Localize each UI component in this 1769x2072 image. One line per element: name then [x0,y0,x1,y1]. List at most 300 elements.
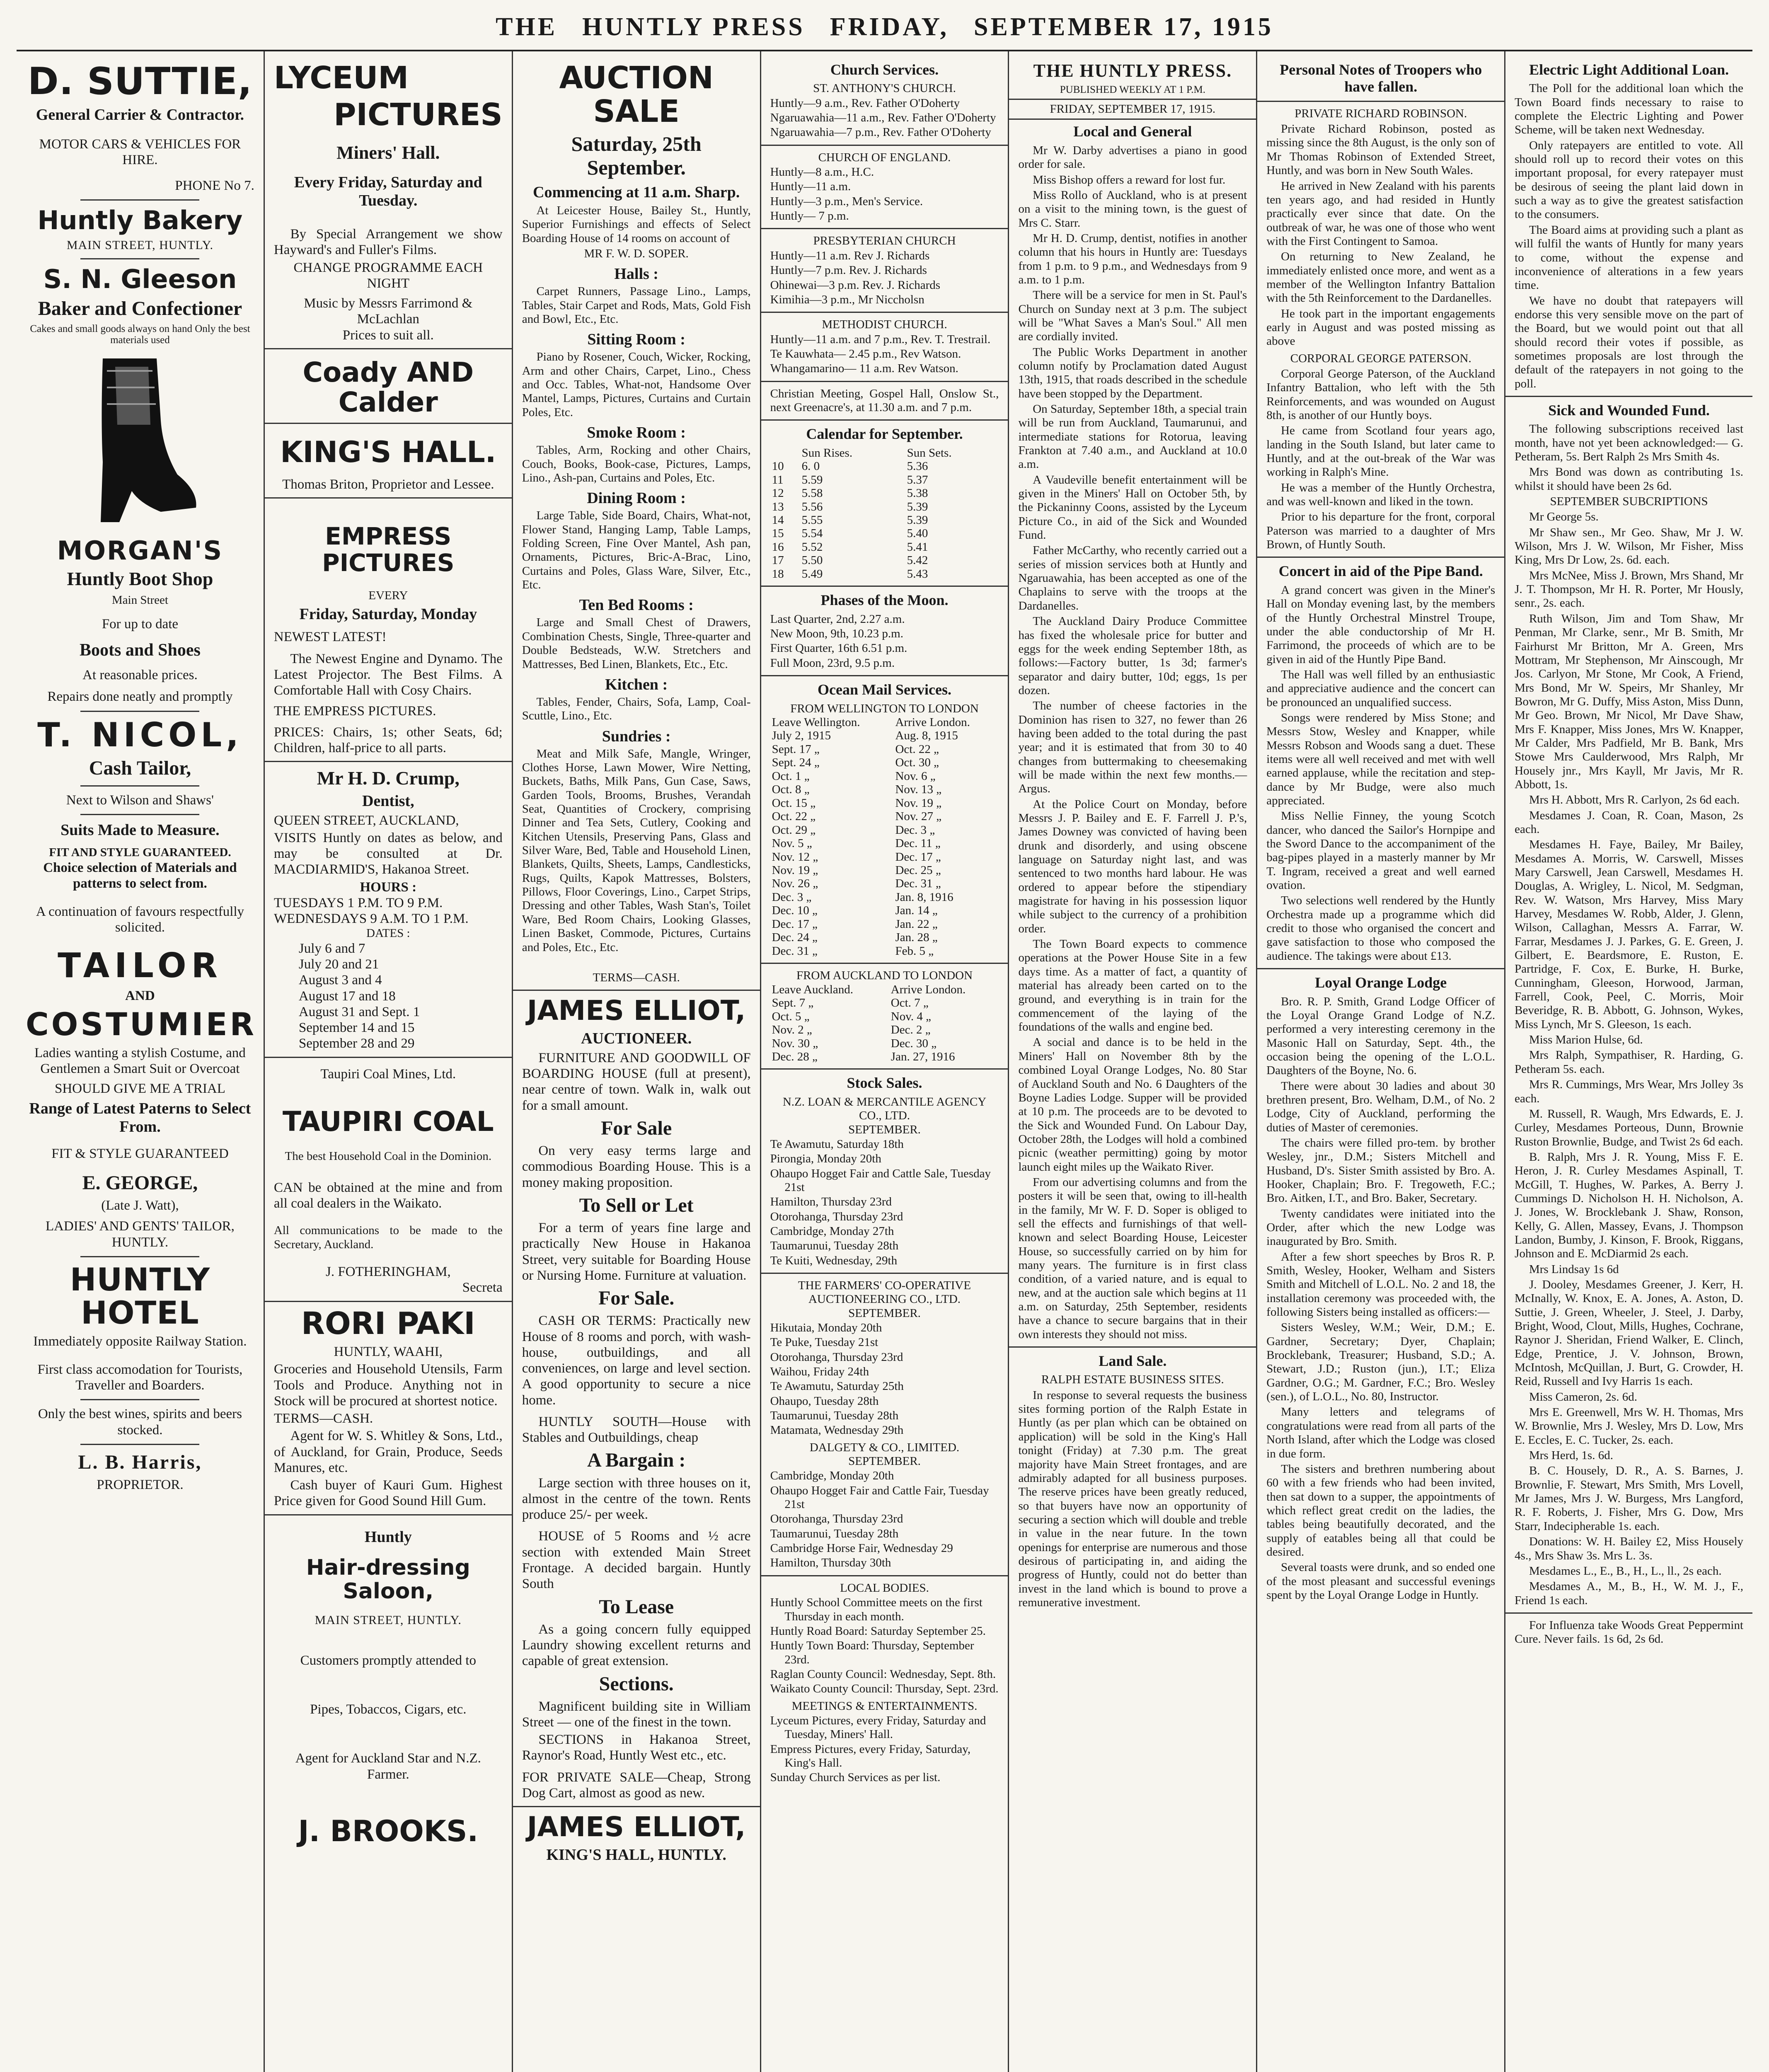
morgan-address: Main Street [111,593,168,607]
service-item: Ngaruawahia—7 p.m., Rev. Father O'Doherty [770,126,991,139]
troopers-heading: Personal Notes of Troopers who have fallen. [1280,61,1482,95]
nicol-fit: FIT AND STYLE GUARANTEED. [49,846,231,859]
empress-prices: PRICES: Chairs, 1s; other Seats, 6d; Children, half-price to all parts. [273,724,503,755]
mail-row-cell: Nov. 4 „ [891,1009,931,1023]
lyceum-title: LYCEUM [273,60,409,96]
calendar-row-cell: 5.37 [907,473,928,487]
auction-terms: TERMS—CASH. [593,971,680,984]
service-item: Huntly—11 a.m. and 7 p.m., Rev. T. Trestrail. [770,332,991,346]
stock-sale-item: Ohaupo Hogget Fair and Cattle Sale, Tuesday 21st [770,1167,991,1194]
sick-heading: Sick and Wounded Fund. [1548,402,1710,419]
paterson-heading: CORPORAL GEORGE PATERSON. [1290,351,1471,365]
service-item: Whangamarino— 11 a.m. Rev Watson. [770,362,958,375]
mail-row-cell: Nov. 6 „ [895,769,936,783]
robinson-heading: PRIVATE RICHARD ROBINSON. [1295,107,1467,120]
divider [761,963,1008,964]
bargain-text: Large section with three houses on it, almost in the centre of the town. Rents produce 25/- per week. [522,1475,751,1523]
mail-row-cell: Nov. 19 „ [772,864,818,877]
calendar-row [770,487,999,500]
halls-heading: Halls : [614,265,658,283]
local-general-heading: Local and General [1073,123,1192,140]
local-bodies-heading: LOCAL BODIES. [840,1581,929,1595]
mail-row-cell: Nov. 19 „ [895,796,942,810]
suttie-sub: General Carrier & Contractor. [36,106,244,123]
mail-row-cell: Dec. 17 „ [895,850,941,864]
calendar-row [770,540,999,554]
subscription-entry: Mrs Lindsay 1s 6d [1529,1262,1619,1276]
sick-september: SEPTEMBER SUBCRIPTIONS [1550,495,1708,508]
auction-commencing: Commencing at 11 a.m. Sharp. [533,183,740,201]
suttie-name: D. SUTTIE, [27,60,252,103]
taupiri-coal: TAUPIRI COAL [282,1105,494,1138]
divider [265,1514,512,1515]
kitchen-heading: Kitchen : [605,675,668,693]
service-item: Te Kauwhata— 2.45 p.m., Rev Watson. [770,347,961,361]
mail-arrive-header: Arrive London. [895,715,970,729]
concert-paragraph: Two selections well rendered by the Huntly Orchestra made up a programme which did credit to those who organised the concert and gave satisfaction to those who composed the audience. The takings were about £13. [1266,894,1496,963]
empress-days: Friday, Saturday, Monday [299,605,477,623]
divider [1257,101,1504,102]
divider [1257,968,1504,969]
mail-row [770,810,999,823]
george-name: E. GEORGE, [82,1172,198,1194]
mail-row-cell: Sept. 24 „ [772,756,820,770]
divider [80,258,199,259]
stock-sale-item: Te Kuiti, Wednesday, 29th [770,1254,898,1267]
lyceum-every: Every Friday, Saturday and Tuesday. [294,173,482,209]
bakery-name: Huntly Bakery [37,205,243,236]
dining-text: Large Table, Side Board, Chairs, What-not, Flower Stand, Hanging Lamp, Table Lamps, Folding Screen, Fine Over Mantel, Ash pan, Ornaments, Pictures, Bric-A-Brac, Lino, Curtains and Poles, Glass Ware, Silver, Etc., Etc. [522,509,751,592]
coady-calder: Coady AND Calder [302,356,474,419]
mail-row-cell: Oct. 22 „ [772,810,816,823]
sundries-heading: Sundries : [602,727,671,745]
hair-proprietor: J. BROOKS. [298,1814,479,1848]
calendar-row [770,527,999,540]
concert-paragraph: The Hall was well filled by an enthusiastic and appreciative audience and the concert can be pronounced an unqualified success. [1266,668,1496,709]
suttie-phone: PHONE No 7. [175,178,254,194]
mail-row-cell: Jan. 22 „ [895,917,938,931]
calendar-row [770,513,999,527]
mail-row-cell: Nov. 30 „ [772,1036,818,1050]
mail-row-cell: Dec. 2 „ [891,1023,931,1037]
george-late: (Late J. Watt), [101,1198,179,1213]
crump-hours: HOURS : [360,879,417,895]
local-body-item: Raglan County Council: Wednesday, Sept. 8th. [770,1667,996,1681]
crump-date-item: July 20 and 21 [298,957,379,972]
mail-row-cell: Oct. 15 „ [772,796,816,810]
column-5 [1009,51,1257,2072]
mail-row-cell: Jan. 14 „ [895,904,938,917]
masthead-date: SEPTEMBER 17, 1915 [973,13,1273,41]
crump-date-item: September 28 and 29 [298,1036,415,1051]
rori-kauri: Cash buyer of Kauri Gum. Highest Price given for Good Sound Hill Gum. [273,1478,503,1509]
stock-sale-item: Taumarunui, Tuesday 28th [770,1527,899,1540]
lyceum-prices: Prices to suit all. [342,327,434,343]
electric-paragraph: The Poll for the additional loan which the Town Board finds necessary to raise to complete the Electric Lighting and Power Scheme, will be taken next Wednesday. [1515,82,1744,137]
gleeson-sub: Baker and Confectioner [38,297,242,320]
stock-sale-item: Otorohanga, Thursday 23rd [770,1350,903,1364]
kitchen-text: Tables, Fender, Chairs, Sofa, Lamp, Coal-Scuttle, Lino., Etc. [522,695,751,723]
subscription-entry: J. Dooley, Mesdames Greener, J. Kerr, H. McInally, W. Knox, E. A. Jones, A. Aston, D. Suttie, J. Green, Wheeler, J. Steel, J. Darby, Bright, Wood, Clout, Mills, Hughes, Cochrane, Raynor J. Sheridan, Friend Walker, E. Clinch, Edge, Prentice, J. V. Johnson, Brown, McIntosh, McQuillan, J. Burt, G. Crowder, H. Reid, Russell and Ivy Harris 1s each. [1515,1278,1744,1388]
sections-heading: Sections. [599,1673,674,1695]
service-item: Ohinewai—3 p.m. Rev. J. Richards [770,278,941,292]
divider [265,1301,512,1302]
hair-customers: Customers promptly attended to [300,1653,476,1668]
stock-sale-item: Hamilton, Thursday 23rd [770,1195,892,1209]
divider [761,419,1008,421]
crump-tuesday: TUESDAYS 1 P.M. TO 9 P.M. [273,895,443,910]
masthead-day: FRIDAY, [830,13,949,41]
church-heading: Church Services. [830,61,939,78]
mail-row [770,743,999,756]
mail-row [770,783,999,796]
meeting-item: Sunday Church Services as per list. [770,1771,941,1784]
meetings-list [770,1714,999,1785]
hotel-proprietor-name: L. B. Harris, [78,1451,202,1473]
divider [80,785,199,787]
service-item: Huntly—11 a.m. Rev J. Richards [770,249,930,262]
news-paragraph: The number of cheese factories in the Dominion has risen to 327, no fewer than 26 having been added to the total during the past year; and it is estimated that from 30 to 40 changes from buttermaking to cheesemaking will be made within the next few months.—Argus. [1018,699,1247,796]
orange-heading: Loyal Orange Lodge [1315,974,1447,991]
halls-text: Carpet Runners, Passage Lino., Lamps, Tables, Stair Carpet and Rods, Mats, Gold Fish and Bowl, Etc., Etc. [522,285,751,326]
sitting-heading: Sitting Room : [587,331,685,349]
stock-sale-item: Ohaupo, Tuesday 28th [770,1394,879,1408]
editorial-weekly: PUBLISHED WEEKLY AT 1 P.M. [1060,84,1205,95]
stock-sale-item: Hikutaia, Monday 20th [770,1321,882,1334]
hair-agent: Agent for Auckland Star and N.Z. Farmer. [295,1751,481,1782]
tailor-text: Ladies wanting a stylish Costume, and Gentlemen a Smart Suit or Overcoat [34,1045,246,1077]
subscription-entry: Donations: W. H. Bailey £2, Miss Housely 4s., Mrs Shaw 3s. Mrs L. 3s. [1515,1535,1744,1562]
calendar-row-cell: 5.50 [801,554,823,567]
mail-row [770,770,999,783]
sections-text-2: SECTIONS in Hakanoa Street, Raynor's Road, Huntly West etc., etc. [522,1732,751,1763]
calendar-row-cell: 5.36 [907,460,928,473]
subscription-entry: Mesdames J. Coan, R. Coan, Mason, 2s each. [1515,808,1744,836]
subscription-entry: B. C. Housely, D. R., A. S. Barnes, J. Brownlie, F. Stewart, Mrs Smith, Mrs Lovell, Mr James, Mrs J. W. Burgess, Mrs Langford, R. F. Roberts, J. Fisher, Mrs G. Dow, Mrs Starr, Indecipherable 1s. each. [1515,1464,1744,1533]
stock-sale-item: Hamilton, Thursday 30th [770,1556,891,1570]
england-list [770,165,999,223]
taupiri-best: The best Household Coal in the Dominion. [285,1149,492,1163]
mail-row-cell: Nov. 5 „ [772,837,812,850]
empress-the: THE EMPRESS PICTURES. [273,704,436,719]
divider [513,1806,760,1807]
empress-newest: NEWEST LATEST! [273,629,387,645]
service-item: Huntly— 7 p.m. [770,209,849,223]
news-paragraph: A social and dance is to be held in the Miners' Hall on November 8th by the combined Loyal Orange Lodges, No. 80 Star of Auckland South and No. 6 Daughters of the Boyne Ladies Lodge. Supper will be provided at 10 p.m. The proceeds are to be devoted to the Sick and Wounded Fund. On Labour Day, October 28th, the Lodges will hold a combined picnic (weather permitting) going by motor launch eight miles up the Waikato River. [1018,1036,1247,1174]
stock-sale-item: Te Awamutu, Saturday 25th [770,1380,904,1393]
mail-row-cell: Nov. 13 „ [895,783,942,796]
service-item: Huntly—3 p.m., Men's Service. [770,194,923,208]
mail-row-cell: Dec. 24 „ [772,931,818,944]
stock-1-list [770,1138,999,1268]
orange-paragraph: The chairs were filled pro-tem. by brother Wesley, jnr., D.M.; Sisters Mitchell and Husband, D's. Sister Smith assisted by Bro. A. Hooker, Chaplain; Bro. F. Tregoweth, F.C.; Bro. Aitken, I.T., and Bro. Baker, Secretary. [1266,1136,1496,1205]
elliot-2-address: KING'S HALL, HUNTLY. [546,1846,726,1864]
paterson-paragraphs [1266,367,1495,552]
influenza-ad: For Influenza take Woods Great Peppermint Cure. Never fails. 1s 6d, 2s 6d. [1515,1618,1744,1646]
orange-paragraph: Sisters Wesley, W.M.; Weir, D.M.; E. Gardner, Secretary; Dyer, Chaplain; Brocklebank, Treasurer; Husband, S.D.; A. Stewart, J.D.; Ruston (jun.), I.T.; Eliza Gardner, O.G.; M. Gardner, F.C.; Bro. Wesley (sen.), of L.O.L., No. 80, Instructor. [1266,1321,1496,1404]
service-item: Huntly—9 a.m., Rev. Father O'Doherty [770,96,960,110]
hotel-name: HUNTLY HOTEL [70,1261,211,1331]
lease-heading: To Lease [599,1595,674,1618]
gleeson-note: Cakes and small goods always on hand Only the best materials used [30,323,250,346]
divider [761,145,1008,146]
news-paragraph: On Saturday, September 18th, a special train will be run from Auckland, Taumarunui, and intermediate stations for Rotorua, leaving Frankton at 7.40 a.m., and Auckland at 10.0 a.m. [1018,402,1247,471]
mail-row [770,1023,999,1036]
hair-address: MAIN STREET, HUNTLY. [315,1613,462,1627]
mail-auckland-table [770,983,999,1064]
mail-row [770,904,999,917]
lyceum-hall: Miners' Hall. [336,142,440,163]
mail-row [770,729,999,742]
meetings-heading: MEETINGS & ENTERTAINMENTS. [791,1699,978,1713]
concert-paragraph: Miss Nellie Finney, the young Scotch dancer, who danced the Sailor's Hornpipe and the Sword Dance to the accompaniment of the bag-pipes played in a masterly manner by Mr T. Ingram, received a great and well earned ovation. [1266,809,1496,892]
mail-wellington-table [770,716,999,958]
mail-row-cell: Dec. 28 „ [772,1050,818,1063]
service-item: Ngaruawahia—11 a.m., Rev. Father O'Doherty [770,111,996,125]
news-paragraph: Miss Bishop offers a reward for lost fur. [1033,173,1226,186]
september-3: SEPTEMBER. [848,1455,921,1468]
news-paragraph: Father McCarthy, who recently carried out a series of mission services both at Huntly and Ngaruawahia, has been accepted as one of the Chaplains to serve with the troops at the Dardanelles. [1018,544,1247,612]
morgan-name: MORGAN'S [57,535,223,566]
calendar-row-cell: 5.41 [907,540,928,554]
auction-date: Saturday, 25th September. [571,132,702,179]
moon-phase-item: Full Moon, 23rd, 9.5 p.m. [770,656,895,670]
subscription-entry: Mrs Ralph, Sympathiser, R. Harding, G. Petheram 5s. each. [1515,1048,1744,1076]
column-4 [761,51,1009,2072]
mail-row-cell: Nov. 12 „ [772,850,818,864]
lyceum-pictures: PICTURES [334,97,503,133]
stock-sale-item: Te Awamutu, Saturday 18th [770,1137,904,1151]
tailor-should: SHOULD GIVE ME A TRIAL [54,1081,225,1097]
news-paragraph: Miss Rollo of Auckland, who is at present on a visit to the mining town, is the guest of Mrs C. Starr. [1018,188,1247,230]
mail-row [770,796,999,810]
crump-sub: Dentist, [362,792,414,810]
column-7 [1505,51,1752,2072]
paterson-paragraph: He came from Scotland four years ago, landing in the South Island, but later came to Huntly, and at the out-break of the War was working in Ralph's Mine. [1266,424,1496,479]
moon-phase-item: First Quarter, 16th 6.51 p.m. [770,641,907,655]
news-paragraph: At the Police Court on Monday, before Messrs J. P. Bailey and E. F. Farrell J. P.'s, James Downey was convicted of having been drunk and disorderly, and using obscene language on Saturday night last, and was sentenced to two months hard labour. He was ordered to appear before the stipendiary magistrate for having in his possession liquor while subject to the currency of a prohibition order. [1018,797,1247,935]
divider [265,423,512,424]
column-2 [265,51,513,2072]
mail-row [770,837,999,850]
divider [80,814,199,815]
calendar-row-cell: 11 [772,473,784,487]
stock-sale-item: Otorohanga, Thursday 23rd [770,1512,903,1526]
dalgety: DALGETY & CO., LIMITED. [809,1440,960,1454]
column-3 [513,51,761,2072]
calendar-row-cell: 5.58 [801,487,823,500]
concert-paragraph: Songs were rendered by Miss Stone; and Messrs Stow, Wesley and Knapper, while Messrs Robson and Woods sang a duet. These items were all well received and met with well earned applause, while the recitation and step-dance by Mr Budge, were also much appreciated. [1266,711,1496,807]
divider [1505,396,1752,397]
for-sale-heading: For Sale [601,1117,672,1139]
land-sale-text: In response to several requests the business sites forming portion of the Ralph Estate in Huntly (as per plan which can be obtained on application) will be sold in the King's Hall tonight (Friday) at 7.30 p.m. The great majority have Main Street frontages, and are admirably adapted for all business purposes. The reserve prices have been greatly reduced, so that buyers have now an opportunity of securing a section which will double and treble in value in the near future. In the town openings for enterprise are numerous and those desirous of participating in, and aiding the progress of Huntly, could not do better than invest in the land which is bound to prove a remunerative investment. [1018,1388,1247,1609]
masthead-paper-name: HUNTLY PRESS [582,13,805,41]
taupiri-communications: All communications to be made to the Secretary, Auckland. [273,1224,503,1251]
stock-sale-item: Cambridge, Monday 27th [770,1224,894,1238]
calendar-row-cell: 5.43 [907,567,928,581]
column-6 [1257,51,1505,2072]
mail-row [770,917,999,931]
mail-row [770,1050,999,1063]
nicol-suits: Suits Made to Measure. [60,821,220,839]
electric-paragraph: Only ratepayers are entitled to vote. All should roll up to record their votes on this important proposal, for every ratepayer must be desirous of seeing the plant laid down in such a way as to give the greatest satisfaction to the consumers. [1515,138,1744,221]
local-general-paragraphs [1018,144,1247,1341]
tailor-fit: FIT & STYLE GUARANTEED [51,1146,229,1161]
smoke-heading: Smoke Room : [587,424,686,442]
concert-heading: Concert in aid of the Pipe Band. [1278,563,1483,580]
mail-row-cell: Oct. 29 „ [772,823,816,837]
huntly-south-text: HUNTLY SOUTH—House with Stables and Outbuildings, cheap [522,1414,751,1445]
auction-account: MR F. W. D. SOPER. [584,247,689,260]
mail-row-cell: Dec. 10 „ [772,904,818,917]
crump-dates-heading: DATES : [366,927,410,940]
bakery-address: MAIN STREET, HUNTLY. [66,238,214,252]
calendar-row-cell: 6. 0 [801,460,820,473]
boarding-house-text: FURNITURE AND GOODWILL OF BOARDING HOUSE (full at present), near centre of town. Walk in, walk out for a small amount. [522,1050,751,1113]
mail-row-cell: Oct. 7 „ [891,996,929,1010]
stock-2-list [770,1321,999,1438]
robinson-paragraph: He arrived in New Zealand with his parents ten years ago, and had resided in Huntly practically ever since that date. On the outbreak of war, he was one of those who went with the First Contingent to Samoa. [1266,179,1496,248]
calendar-row [770,554,999,567]
electric-paragraph: The Board aims at providing such a plant as will fulfil the wants of Huntly for many years to come, without the expense and inconvenience of alterations in a few years time. [1515,223,1744,292]
tailor-and: AND [125,988,155,1003]
concert-paragraphs [1266,583,1495,963]
mail-row-cell: Oct. 8 „ [772,783,810,796]
calendar-row-cell: 5.59 [801,473,823,487]
mail-row-cell: Oct. 22 „ [895,742,939,756]
news-paragraph: The Public Works Department in another column notify by Proclamation dated August 13th, 1915, that roads described in the schedule have been stopped by the Department. [1018,345,1247,400]
divider [761,312,1008,313]
crump-dates-list [274,941,503,1052]
stock-sale-item: Pirongia, Monday 20th [770,1152,881,1166]
crump-address: QUEEN STREET, AUCKLAND, [273,813,459,828]
editorial-title: THE HUNTLY PRESS. [1033,61,1232,81]
service-item: Huntly—7 p.m. Rev. J. Richards [770,264,927,277]
suttie-motor: MOTOR CARS & VEHICLES FOR HIRE. [39,136,241,167]
nicol-sub: Cash Tailor, [89,757,191,779]
masthead [17,12,1752,51]
mail-row-cell: Dec. 25 „ [895,864,941,877]
calendar-row [770,567,999,581]
sick-list [1515,510,1743,1607]
mail-row-cell: Nov. 26 „ [772,877,818,891]
mail-row-cell: Aug. 8, 1915 [895,729,958,743]
stock-sale-item: Cambridge, Monday 20th [770,1469,894,1483]
mail-row [770,864,999,877]
mail-row-cell: Jan. 8, 1916 [895,890,953,904]
concert-paragraph: A grand concert was given in the Miner's Hall on Monday evening last, by the members of the Huntly Orchestral Minstrel Troupe, under the able conductorship of Mr H. Farrimond, the proceeds of which are to be given in aid of the Huntly Pipe Band. [1266,583,1496,666]
moon-phase-item: Last Quarter, 2nd, 2.27 a.m. [770,612,905,626]
tailor-range: Range of Latest Paterns to Select From. [29,1099,251,1135]
mail-row-cell: Jan. 28 „ [895,931,938,944]
hotel-wines: Only the best wines, spirits and beers stocked. [38,1406,242,1438]
nicol-address: Next to Wilson and Shaws' [66,792,214,808]
george-trade: LADIES' AND GENTS' TAILOR, HUNTLY. [45,1219,235,1250]
mail-row-cell: Dec. 31 „ [895,877,941,891]
september-1: SEPTEMBER. [848,1123,921,1136]
christian-meeting: Christian Meeting, Gospel Hall, Onslow St., next Greenacre's, at 11.30 a.m. and 7 p.m. [770,387,999,414]
morgan-repairs: Repairs done neatly and promptly [47,689,233,704]
mail-row-cell: Oct. 1 „ [772,769,810,783]
crump-date-item: July 6 and 7 [298,941,365,956]
subscription-entry: Miss Marion Hulse, 6d. [1529,1033,1643,1047]
orange-paragraph: Bro. R. P. Smith, Grand Lodge Officer of the Loyal Orange Grand Lodge of N.Z. performed a very interesting ceremony in the Masonic Hall on Saturday, Sept. 4th., the occasion being the opening of the L.O.L. Daughters of the Boyne, No. 6. [1266,995,1496,1077]
rori-address: HUNTLY, WAAHI, [334,1344,443,1359]
auction-text: At Leicester House, Bailey St., Huntly, Superior Furnishings and effects of Select Boarding House of 14 rooms on account of [522,203,751,245]
methodist-heading: METHODIST CHURCH. [822,318,947,332]
moon-phase-item: New Moon, 9th, 10.23 p.m. [770,627,903,641]
calendar-rises-header: Sun Rises. [801,446,853,460]
house-5-text: HOUSE of 5 Rooms and ½ acre section with extended Main Street Frontage. A decided bargain. Huntly South [522,1529,751,1592]
column-1 [17,51,265,2072]
divider [1009,1346,1256,1348]
mail-leave-2-header: Leave Auckland. [772,983,854,996]
calendar-row-cell: 16 [772,540,784,554]
mail-row-cell: Dec. 17 „ [772,917,818,931]
bedrooms-heading: Ten Bed Rooms : [579,596,694,614]
service-item: Kimihia—3 p.m., Mr Niccholsn [770,293,924,306]
mail-from-wellington: FROM WELLINGTON TO LONDON [790,702,979,715]
subscription-entry: Mr George 5s. [1529,510,1599,524]
subscription-entry: Mesdames L., E., B., H., L., ll., 2s each. [1529,1564,1722,1578]
stock-sale-item: Otorohanga, Thursday 23rd [770,1210,903,1223]
orange-paragraph: After a few short speeches by Bros R. P. Smith, Wesley, Hooker, Welham and Sisters Smith and Mitchell of L.O.L. No. 2 and 18, the installation ceremony was proceeded with, the following Sisters being installed as officers:— [1266,1250,1496,1319]
divider [761,1575,1008,1576]
empress-title: EMPRESS PICTURES [322,522,455,577]
calendar-row-cell: 5.40 [907,527,928,540]
subscription-entry: Mrs Herd, 1s. 6d. [1529,1449,1613,1462]
crump-date-item: August 3 and 4 [298,973,382,988]
crump-date-item: August 31 and Sept. 1 [298,1004,420,1019]
divider [761,228,1008,229]
land-sale-heading: Land Sale. [1099,1353,1167,1370]
auction-title: AUCTION SALE [559,60,714,130]
boot-illustration-icon [78,354,202,528]
orange-paragraph: The sisters and brethren numbering about 60 with a few friends who had been invited, then sat down to a supper, the appointments of which reflect great credit on the ladies, the tables being beautifully decorated, and the supply of eatables being all that could be desired. [1266,1462,1496,1559]
crump-text: VISITS Huntly on dates as below, and may be consulted at Dr. MACDIARMID'S, Hakanoa Street. [273,830,503,877]
mail-row [770,877,999,890]
paterson-paragraph: Prior to his departure for the front, corporal Paterson was married to a daughter of Mrs Brown, of Huntly South. [1266,510,1496,552]
stock-sale-item: Cambridge Horse Fair, Wednesday 29 [770,1542,953,1555]
mail-row-cell: Sept. 17 „ [772,742,820,756]
hair-pipes: Pipes, Tobaccos, Cigars, etc. [310,1702,467,1717]
stock-3-list [770,1469,999,1570]
orange-paragraph: There were about 30 ladies and about 30 brethren present, Bro. Welham, D.M., of No. 2 Lodge, City of Auckland, performing the duties of Master of ceremonies. [1266,1079,1496,1134]
calendar-table [770,446,999,581]
anthony-heading: ST. ANTHONY'S CHURCH. [813,82,956,95]
land-sale-sub: RALPH ESTATE BUSINESS SITES. [1041,1373,1224,1387]
mail-row [770,850,999,864]
subscription-entry: Mrs E. Greenwell, Mrs W. H. Thomas, Mrs W. Brownlie, Mrs J. Wesley, Mrs D. Low, Mrs E. Eccles, E. C. Tucker, 2s. each. [1515,1406,1744,1447]
subscription-entry: B. Ralph, Mrs J. R. Young, Miss F. E. Heron, J. R. Curley Mesdames Aspinall, T. McGill, T. Hughes, W. Parkes, A. Berry J. Cummings D. Nicholson H. H. Nicholson, A. J. Jones, W. Brocklebank J. Shaw, Ronson, Kelly, G. Allen, Massey, Evans, J. Thompson Landon, Bumby, J. Kinson, F. Brook, Riggans, Johnson and E. McDiarmid 2s each. [1515,1150,1744,1261]
mail-row [770,1037,999,1050]
lyceum-change: CHANGE PROGRAMME EACH NIGHT [293,260,483,291]
sections-text: Magnificent building site in William Street — one of the finest in the town. [522,1699,751,1730]
hotel-opposite: Immediately opposite Railway Station. [33,1334,247,1349]
news-paragraph: There will be a service for men in St. Paul's Church on Sunday next at 3 p.m. The subject will be "What Saves a Man's Soul." All men are cordially invited. [1018,288,1247,344]
september-2: SEPTEMBER. [848,1306,921,1320]
calendar-row-cell: 18 [772,567,784,581]
stock-sale-item: Waihou, Friday 24th [770,1365,869,1379]
electric-paragraphs [1515,82,1743,391]
calendar-row-cell: 12 [772,487,784,500]
stock-sale-item: Te Puke, Tuesday 21st [770,1336,878,1349]
sundries-text: Meat and Milk Safe, Mangle, Wringer, Clothes Horse, Lawn Mower, Wire Netting, Buckets, Baths, Milk Pans, Gun Case, Saws, Garden Tools, Brooms, Brushes, Verandah Seat, Quantities of Crockery, comprising Dinner and Tea Sets, Cutlery, Cooking and Kitchen Utensils, Preserving Pans, Glass and Silver Ware, Bed, Table and Household Linen, Blankets, Quilts, Sheets, Lamps, Candlesticks, Rugs, Quilts, Kapok Mattresses, Bolsters, Pillows, Floor Coverings, Lino., Carpet Strips, Dressing and other Tables, Wash Stan's, Toilet Ware, Bed Room Chairs, Looking Glasses, Linen Basket, Commode, Pictures, Curtains and Poles, Etc., Etc. [522,747,751,954]
service-item: Huntly—11 a.m. [770,180,851,194]
taupiri-mines: Taupiri Coal Mines, Ltd. [320,1066,456,1082]
morgan-for: For up to date [102,617,179,632]
mail-row-cell: July 2, 1915 [772,729,831,743]
